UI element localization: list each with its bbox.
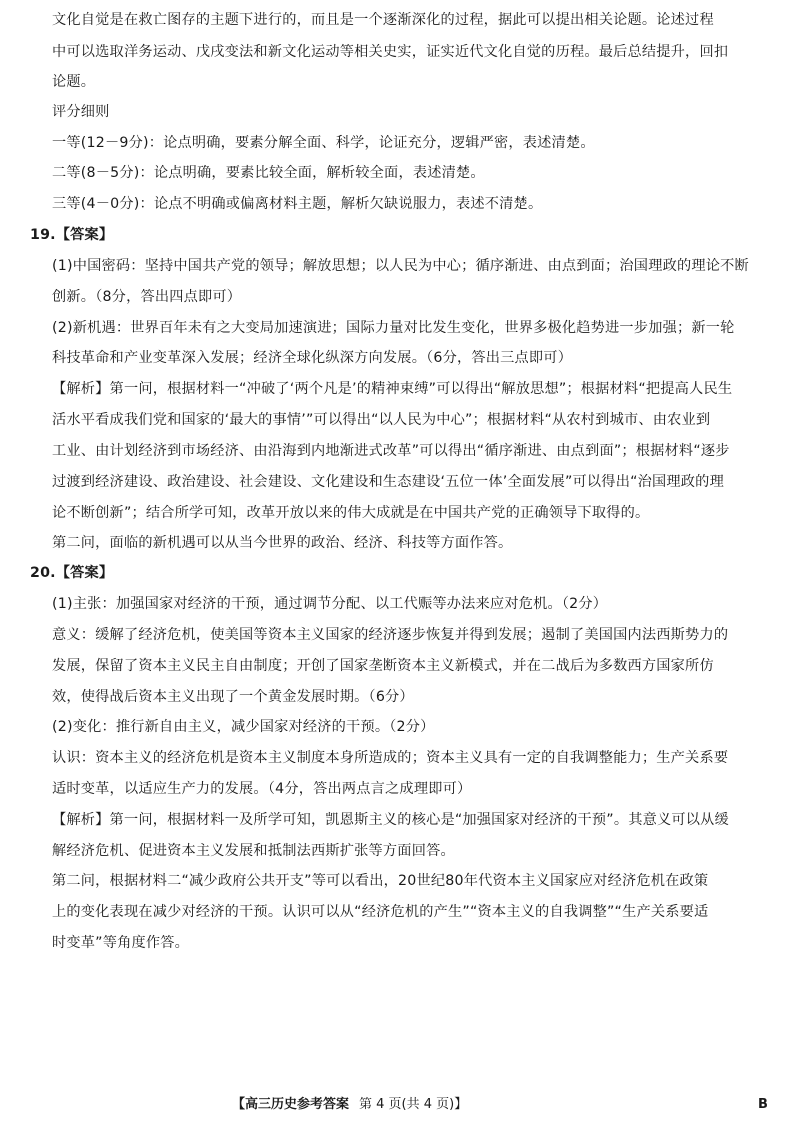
- text-line: 工业、由计划经济到市场经济、由沿海到内地渐进式改革”可以得出“循序渐进、由点到面”；根据材料“逐步: [52, 443, 730, 459]
- text-line: 一等(12－9分)：论点明确，要素分解全面、科学，论证充分，逻辑严密，表述清楚。: [52, 135, 595, 151]
- analysis-line: 【解析】第一问，根据材料一“冲破了‘两个凡是’的精神束缚”可以得出“解放思想”；根据材料“把提高人民生: [52, 381, 733, 397]
- footer-version: B: [758, 1097, 768, 1112]
- text-line: 中可以选取洋务运动、戊戌变法和新文化运动等相关史实，证实近代文化自觉的历程。最后总结提升，回扣: [52, 44, 729, 60]
- text-line: (1)中国密码：坚持中国共产党的领导；解放思想；以人民为中心；循序渐进、由点到面；治国理政的理论不断: [52, 258, 749, 274]
- text-line: 第二问，根据材料二“减少政府公共开支”等可以看出，20世纪80年代资本主义国家应对经济危机在政策: [52, 873, 709, 889]
- text-line: 三等(4－0分)：论点不明确或偏离材料主题，解析欠缺说服力，表述不清楚。: [52, 196, 543, 212]
- text-line: 发展，保留了资本主义民主自由制度；开创了国家垄断资本主义新模式，并在二战后为多数西方国家所仿: [52, 658, 714, 674]
- text-line: 解经济危机、促进资本主义发展和抵制法西斯扩张等方面回答。: [52, 843, 455, 859]
- text-line: 论题。: [52, 74, 96, 90]
- text-line: 上的变化表现在减少对经济的干预。认识可以从“经济危机的产生”“资本主义的自我调整”“生产关系要适: [52, 904, 709, 920]
- footer-page-number: 第 4 页(共 4 页)】: [359, 1097, 468, 1112]
- analysis-line: 【解析】第一问，根据材料一及所学可知，凯恩斯主义的核心是“加强国家对经济的干预”。其意义可以从缓: [52, 812, 729, 828]
- text-line: 认识：资本主义的经济危机是资本主义制度本身所造成的；资本主义具有一定的自我调整能力；生产关系要: [52, 750, 729, 766]
- text-line: 效，使得战后资本主义出现了一个黄金发展时期。（6分）: [52, 689, 414, 705]
- text-line: 二等(8－5分)：论点明确，要素比较全面，解析较全面，表述清楚。: [52, 165, 485, 181]
- text-line: 时变革”等角度作答。: [52, 935, 190, 951]
- text-line: 意义：缓解了经济危机，使美国等资本主义国家的经济逐步恢复并得到发展；遏制了美国国内法西斯势力的: [52, 627, 729, 643]
- scoring-rules-heading: 评分细则: [52, 104, 110, 120]
- text-line: (2)新机遇：世界百年未有之大变局加速演进；国际力量对比发生变化，世界多极化趋势进一步加强；新一轮: [52, 320, 735, 336]
- text-line: 论不断创新”；结合所学可知，改革开放以来的伟大成就是在中国共产党的正确领导下取得的。: [52, 505, 650, 521]
- text-line: (2)变化：推行新自由主义，减少国家对经济的干预。（2分）: [52, 719, 435, 735]
- question-19-heading: 19.【答案】: [30, 227, 114, 243]
- footer-title: 【高三历史参考答案: [232, 1097, 350, 1112]
- text-line: 科技革命和产业变革深入发展；经济全球化纵深方向发展。（6分，答出三点即可）: [52, 350, 573, 366]
- text-line: 创新。（8分，答出四点即可）: [52, 289, 242, 305]
- text-line: 过渡到经济建设、政治建设、社会建设、文化建设和生态建设‘五位一体’全面发展”可以得出“治国理政的理: [52, 474, 724, 490]
- text-line: 第二问，面临的新机遇可以从当今世界的政治、经济、科技等方面作答。: [52, 535, 513, 551]
- question-20-heading: 20.【答案】: [30, 565, 114, 581]
- footer-title-group: [232, 1096, 467, 1114]
- text-line: 活水平看成我们党和国家的‘最大的事情’”可以得出“以人民为中心”；根据材料“从农村到城市、由农业到: [52, 412, 711, 428]
- text-line: 文化自觉是在救亡图存的主题下进行的，而且是一个逐渐深化的过程，据此可以提出相关论题。论述过程: [52, 12, 714, 28]
- text-line: 适时变革，以适应生产力的发展。（4分，答出两点言之成理即可）: [52, 781, 472, 797]
- text-line: (1)主张：加强国家对经济的干预，通过调节分配、以工代赈等办法来应对危机。（2分）: [52, 596, 608, 612]
